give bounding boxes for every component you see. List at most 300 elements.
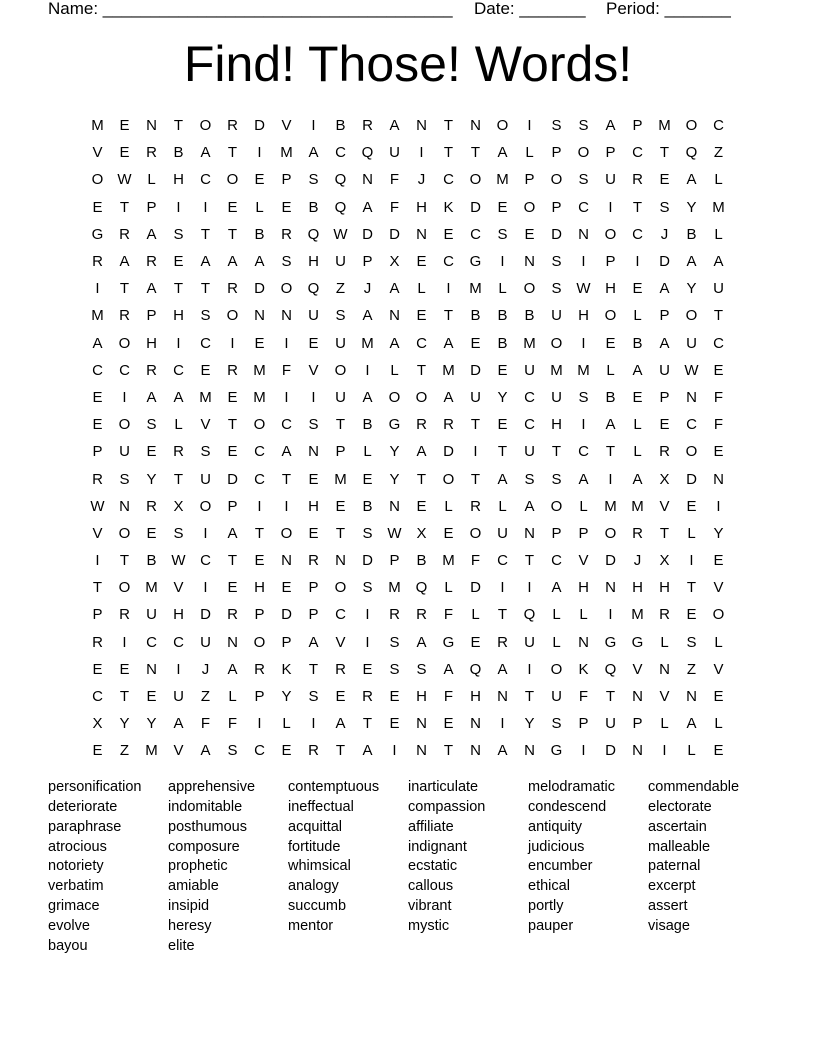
grid-letter: E (308, 524, 319, 542)
grid-letter: H (551, 416, 562, 434)
grid-row (84, 411, 732, 438)
grid-letter: B (497, 334, 508, 352)
grid-letter: I (311, 388, 316, 406)
grid-letter: S (173, 225, 184, 243)
grid-letter: T (227, 552, 238, 570)
grid-letter: T (335, 416, 346, 434)
word-bank-item: prophetic (168, 858, 228, 875)
grid-letter: P (362, 253, 373, 271)
word-bank-item: apprehensive (168, 779, 256, 795)
grid-letter: H (416, 198, 427, 216)
grid-letter: L (498, 280, 507, 298)
grid-letter: O (604, 307, 617, 325)
grid-letter: M (388, 579, 401, 597)
grid-letter: O (523, 280, 536, 298)
grid-letter: A (389, 280, 400, 298)
grid-letter: C (335, 606, 346, 624)
grid-letter: C (686, 416, 697, 434)
grid-letter: S (416, 660, 427, 678)
grid-letter: I (716, 497, 721, 515)
grid-letter: S (551, 280, 562, 298)
grid-letter: T (524, 688, 535, 706)
grid-letter: P (146, 198, 157, 216)
word-bank-item: posthumous (168, 818, 247, 835)
grid-letter: U (659, 361, 670, 379)
grid-letter: T (497, 443, 508, 461)
grid-letter: A (200, 742, 211, 760)
grid-letter: N (470, 117, 481, 135)
grid-letter: A (254, 253, 265, 271)
grid-letter: I (257, 715, 262, 733)
grid-letter: E (200, 361, 211, 379)
grid-letter: O (415, 388, 428, 406)
grid-letter: S (335, 307, 346, 325)
grid-letter: P (632, 117, 643, 135)
grid-letter: I (176, 660, 181, 678)
grid-letter: O (496, 117, 509, 135)
grid-letter: A (497, 470, 508, 488)
grid-letter: M (145, 742, 158, 760)
grid-letter: M (280, 144, 293, 162)
grid-letter: Q (334, 171, 347, 189)
grid-letter: M (631, 497, 644, 515)
grid-letter: N (605, 579, 616, 597)
word-bank-item: paternal (648, 858, 701, 875)
grid-letter: R (227, 280, 238, 298)
grid-letter: M (523, 334, 536, 352)
grid-row (84, 547, 732, 574)
grid-letter: Y (146, 470, 157, 488)
grid-letter: E (146, 524, 157, 542)
grid-letter: I (95, 280, 100, 298)
grid-letter: R (416, 416, 427, 434)
grid-letter: V (335, 633, 346, 651)
word-bank-column (408, 778, 528, 978)
grid-letter: M (469, 280, 482, 298)
grid-letter: U (497, 524, 508, 542)
grid-row (84, 737, 732, 764)
grid-letter: E (308, 470, 319, 488)
grid-letter: T (200, 280, 211, 298)
grid-letter: L (660, 715, 669, 733)
grid-letter: V (200, 416, 211, 434)
grid-letter: C (254, 443, 265, 461)
grid-letter: R (389, 606, 400, 624)
grid-letter: P (659, 307, 670, 325)
grid-letter: R (497, 633, 508, 651)
grid-letter: E (713, 742, 724, 760)
grid-letter: P (632, 715, 643, 733)
grid-letter: V (632, 660, 643, 678)
grid-letter: L (714, 225, 723, 243)
grid-letter: D (200, 606, 211, 624)
grid-letter: A (686, 253, 697, 271)
grid-letter: X (389, 253, 400, 271)
word-bank-item: ecstatic (408, 858, 458, 875)
grid-letter: B (335, 117, 346, 135)
grid-letter: T (470, 470, 481, 488)
grid-letter: U (308, 307, 319, 325)
word-bank-item: verbatim (48, 878, 104, 895)
grid-letter: H (605, 280, 616, 298)
word-bank-item: malleable (648, 838, 711, 855)
grid-letter: I (203, 198, 208, 216)
grid-letter: E (308, 334, 319, 352)
grid-letter: L (579, 606, 588, 624)
word-bank-item: amiable (168, 878, 219, 895)
grid-letter: E (416, 497, 427, 515)
grid-letter: Q (523, 606, 536, 624)
grid-letter: B (362, 497, 373, 515)
grid-letter: F (389, 198, 400, 216)
grid-letter: W (171, 552, 186, 570)
grid-letter: E (686, 606, 697, 624)
grid-letter: S (551, 117, 562, 135)
grid-letter: O (334, 579, 347, 597)
grid-letter: L (444, 497, 453, 515)
grid-letter: D (605, 742, 616, 760)
word-bank-item: antiquity (528, 818, 583, 835)
grid-letter: U (335, 334, 346, 352)
grid-letter: E (254, 171, 265, 189)
grid-letter: A (308, 633, 319, 651)
grid-letter: A (605, 117, 616, 135)
grid-letter: I (500, 253, 505, 271)
grid-letter: Y (686, 198, 697, 216)
grid-letter: N (470, 742, 481, 760)
word-bank-item: callous (408, 878, 454, 895)
grid-letter: T (659, 144, 670, 162)
grid-letter: A (146, 388, 157, 406)
grid-letter: I (608, 606, 613, 624)
grid-letter: T (443, 742, 454, 760)
grid-letter: T (497, 606, 508, 624)
grid-letter: L (633, 416, 642, 434)
grid-letter: O (226, 307, 239, 325)
grid-letter: A (686, 715, 697, 733)
grid-letter: L (714, 715, 723, 733)
grid-letter: S (551, 253, 562, 271)
grid-letter: O (199, 117, 212, 135)
grid-letter: T (227, 225, 238, 243)
word-bank-item: succumb (288, 898, 347, 915)
grid-letter: E (227, 579, 238, 597)
word-bank-column (168, 778, 288, 978)
period-field-label: Period: _______ (606, 0, 731, 18)
grid-letter: X (659, 470, 670, 488)
grid-letter: O (550, 334, 563, 352)
grid-letter: A (146, 225, 157, 243)
grid-letter: A (227, 253, 238, 271)
grid-letter: C (632, 225, 643, 243)
grid-letter: M (604, 497, 617, 515)
grid-letter: U (551, 688, 562, 706)
grid-letter: M (577, 361, 590, 379)
grid-letter: R (308, 742, 319, 760)
grid-letter: R (416, 606, 427, 624)
grid-letter: T (119, 198, 130, 216)
grid-letter: R (227, 361, 238, 379)
grid-letter: M (145, 579, 158, 597)
grid-letter: A (200, 144, 211, 162)
word-bank-item: visage (648, 917, 690, 934)
grid-letter: O (577, 144, 590, 162)
grid-letter: L (633, 443, 642, 461)
grid-letter: D (659, 253, 670, 271)
grid-letter: I (419, 144, 424, 162)
grid-letter: T (173, 280, 184, 298)
grid-letter: U (524, 633, 535, 651)
grid-letter: N (281, 552, 292, 570)
grid-letter: E (416, 307, 427, 325)
grid-letter: Q (361, 144, 374, 162)
grid-letter: R (254, 660, 265, 678)
grid-letter: E (254, 334, 265, 352)
grid-letter: R (92, 470, 103, 488)
grid-letter: Q (415, 579, 428, 597)
grid-letter: I (473, 443, 478, 461)
word-bank-column (288, 778, 408, 978)
word-bank-item: mentor (288, 917, 334, 934)
grid-letter: E (632, 280, 643, 298)
grid-letter: I (311, 117, 316, 135)
grid-letter: E (713, 552, 724, 570)
grid-letter: P (308, 579, 319, 597)
word-bank-item: ethical (528, 878, 570, 895)
word-bank-item: bayou (48, 937, 88, 954)
grid-letter: D (470, 361, 481, 379)
grid-letter: N (578, 225, 589, 243)
grid-letter: T (605, 443, 616, 461)
grid-letter: U (389, 144, 400, 162)
grid-letter: A (443, 660, 454, 678)
grid-row (84, 384, 732, 411)
grid-letter: O (712, 606, 725, 624)
grid-letter: T (443, 307, 454, 325)
word-bank-item: acquittal (288, 818, 343, 835)
grid-letter: P (254, 688, 265, 706)
word-bank-item: judicious (528, 838, 585, 855)
grid-letter: I (365, 633, 370, 651)
grid-letter: P (551, 198, 562, 216)
grid-letter: R (362, 688, 373, 706)
grid-letter: S (146, 416, 157, 434)
grid-letter: H (308, 253, 319, 271)
grid-letter: S (659, 198, 670, 216)
grid-row (84, 493, 732, 520)
grid-letter: T (227, 144, 238, 162)
grid-letter: V (173, 742, 184, 760)
grid-letter: C (335, 144, 346, 162)
word-bank-item: electorate (648, 798, 712, 815)
grid-letter: T (443, 144, 454, 162)
grid-letter: A (497, 660, 508, 678)
grid-letter: I (95, 552, 100, 570)
grid-letter: Z (686, 660, 697, 678)
grid-letter: A (659, 280, 670, 298)
grid-letter: H (254, 579, 265, 597)
grid-letter: E (686, 497, 697, 515)
grid-letter: I (176, 198, 181, 216)
grid-letter: J (660, 225, 669, 243)
grid-letter: M (91, 307, 104, 325)
grid-letter: U (551, 307, 562, 325)
grid-letter: G (469, 253, 482, 271)
grid-letter: C (254, 742, 265, 760)
grid-letter: O (550, 171, 563, 189)
grid-letter: C (146, 633, 157, 651)
grid-letter: P (146, 307, 157, 325)
grid-letter: A (443, 334, 454, 352)
grid-letter: H (659, 579, 670, 597)
word-bank-item: inarticulate (408, 779, 479, 795)
grid-letter: A (362, 388, 373, 406)
grid-letter: U (524, 361, 535, 379)
grid-letter: T (335, 524, 346, 542)
grid-letter: R (659, 606, 670, 624)
grid-row (84, 302, 732, 329)
grid-letter: L (174, 416, 183, 434)
grid-letter: S (173, 524, 184, 542)
grid-letter: R (92, 633, 103, 651)
grid-letter: S (524, 470, 535, 488)
grid-letter: D (254, 280, 265, 298)
grid-letter: E (713, 361, 724, 379)
word-bank-item: vibrant (408, 898, 452, 915)
grid-letter: N (470, 715, 481, 733)
grid-letter: D (470, 198, 481, 216)
grid-letter: U (551, 388, 562, 406)
grid-letter: S (551, 715, 562, 733)
grid-letter: C (578, 443, 589, 461)
grid-letter: Y (497, 388, 508, 406)
grid-letter: L (552, 606, 561, 624)
grid-letter: F (578, 688, 589, 706)
grid-letter: U (524, 443, 535, 461)
grid-letter: O (685, 443, 698, 461)
grid-letter: N (389, 307, 400, 325)
grid-letter: N (362, 171, 373, 189)
grid-letter: D (605, 552, 616, 570)
grid-letter: R (659, 443, 670, 461)
grid-row (84, 438, 732, 465)
grid-letter: J (201, 660, 210, 678)
grid-row (84, 166, 732, 193)
grid-letter: T (308, 660, 319, 678)
grid-letter: U (605, 715, 616, 733)
grid-letter: H (470, 688, 481, 706)
grid-letter: E (146, 688, 157, 706)
grid-letter: A (308, 144, 319, 162)
grid-letter: I (284, 497, 289, 515)
grid-letter: R (335, 660, 346, 678)
grid-letter: E (254, 552, 265, 570)
grid-letter: A (416, 633, 427, 651)
grid-row (84, 520, 732, 547)
grid-letter: S (497, 225, 508, 243)
grid-letter: P (92, 443, 103, 461)
word-bank-column (648, 778, 768, 978)
grid-letter: C (470, 225, 481, 243)
grid-letter: T (470, 416, 481, 434)
grid-letter: F (470, 552, 481, 570)
grid-letter: N (713, 470, 724, 488)
grid-letter: L (498, 497, 507, 515)
grid-letter: B (416, 552, 427, 570)
word-bank-item: composure (168, 838, 240, 855)
grid-letter: N (686, 388, 697, 406)
grid-letter: A (605, 416, 616, 434)
grid-letter: E (443, 715, 454, 733)
grid-letter: L (444, 579, 453, 597)
grid-letter: U (335, 388, 346, 406)
grid-letter: E (659, 416, 670, 434)
grid-letter: N (686, 688, 697, 706)
grid-letter: Y (686, 280, 697, 298)
grid-letter: H (173, 307, 184, 325)
word-bank-item: heresy (168, 917, 212, 934)
grid-letter: U (470, 388, 481, 406)
grid-letter: N (524, 742, 535, 760)
grid-letter: O (469, 524, 482, 542)
grid-letter: A (362, 198, 373, 216)
grid-letter: E (92, 416, 103, 434)
grid-row (84, 112, 732, 139)
grid-letter: U (686, 334, 697, 352)
grid-letter: U (335, 253, 346, 271)
grid-letter: P (281, 633, 292, 651)
grid-letter: I (203, 579, 208, 597)
grid-letter: E (227, 198, 238, 216)
grid-letter: O (388, 388, 401, 406)
grid-letter: P (524, 171, 535, 189)
grid-letter: P (335, 443, 346, 461)
grid-letter: I (527, 579, 532, 597)
grid-letter: H (173, 171, 184, 189)
grid-letter: Z (335, 280, 346, 298)
grid-letter: F (443, 606, 454, 624)
word-bank-item: contemptuous (288, 779, 380, 795)
grid-letter: P (605, 144, 616, 162)
grid-letter: A (524, 497, 535, 515)
grid-row (84, 357, 732, 384)
grid-letter: M (712, 198, 725, 216)
grid-letter: M (631, 606, 644, 624)
grid-letter: Y (146, 715, 157, 733)
grid-letter: K (443, 198, 454, 216)
grid-letter: D (227, 470, 238, 488)
grid-letter: V (659, 497, 670, 515)
grid-letter: T (524, 552, 535, 570)
grid-letter: M (442, 552, 455, 570)
grid-letter: P (92, 606, 103, 624)
grid-letter: S (362, 524, 373, 542)
grid-letter: A (416, 443, 427, 461)
grid-letter: T (281, 470, 292, 488)
grid-letter: Z (200, 688, 211, 706)
grid-letter: E (605, 334, 616, 352)
grid-letter: M (253, 361, 266, 379)
grid-letter: T (605, 688, 616, 706)
grid-letter: Q (307, 280, 320, 298)
grid-letter: S (578, 388, 589, 406)
grid-letter: N (416, 715, 427, 733)
grid-letter: F (227, 715, 238, 733)
grid-letter: I (635, 253, 640, 271)
grid-letter: E (146, 443, 157, 461)
grid-letter: O (334, 361, 347, 379)
grid-letter: E (389, 688, 400, 706)
